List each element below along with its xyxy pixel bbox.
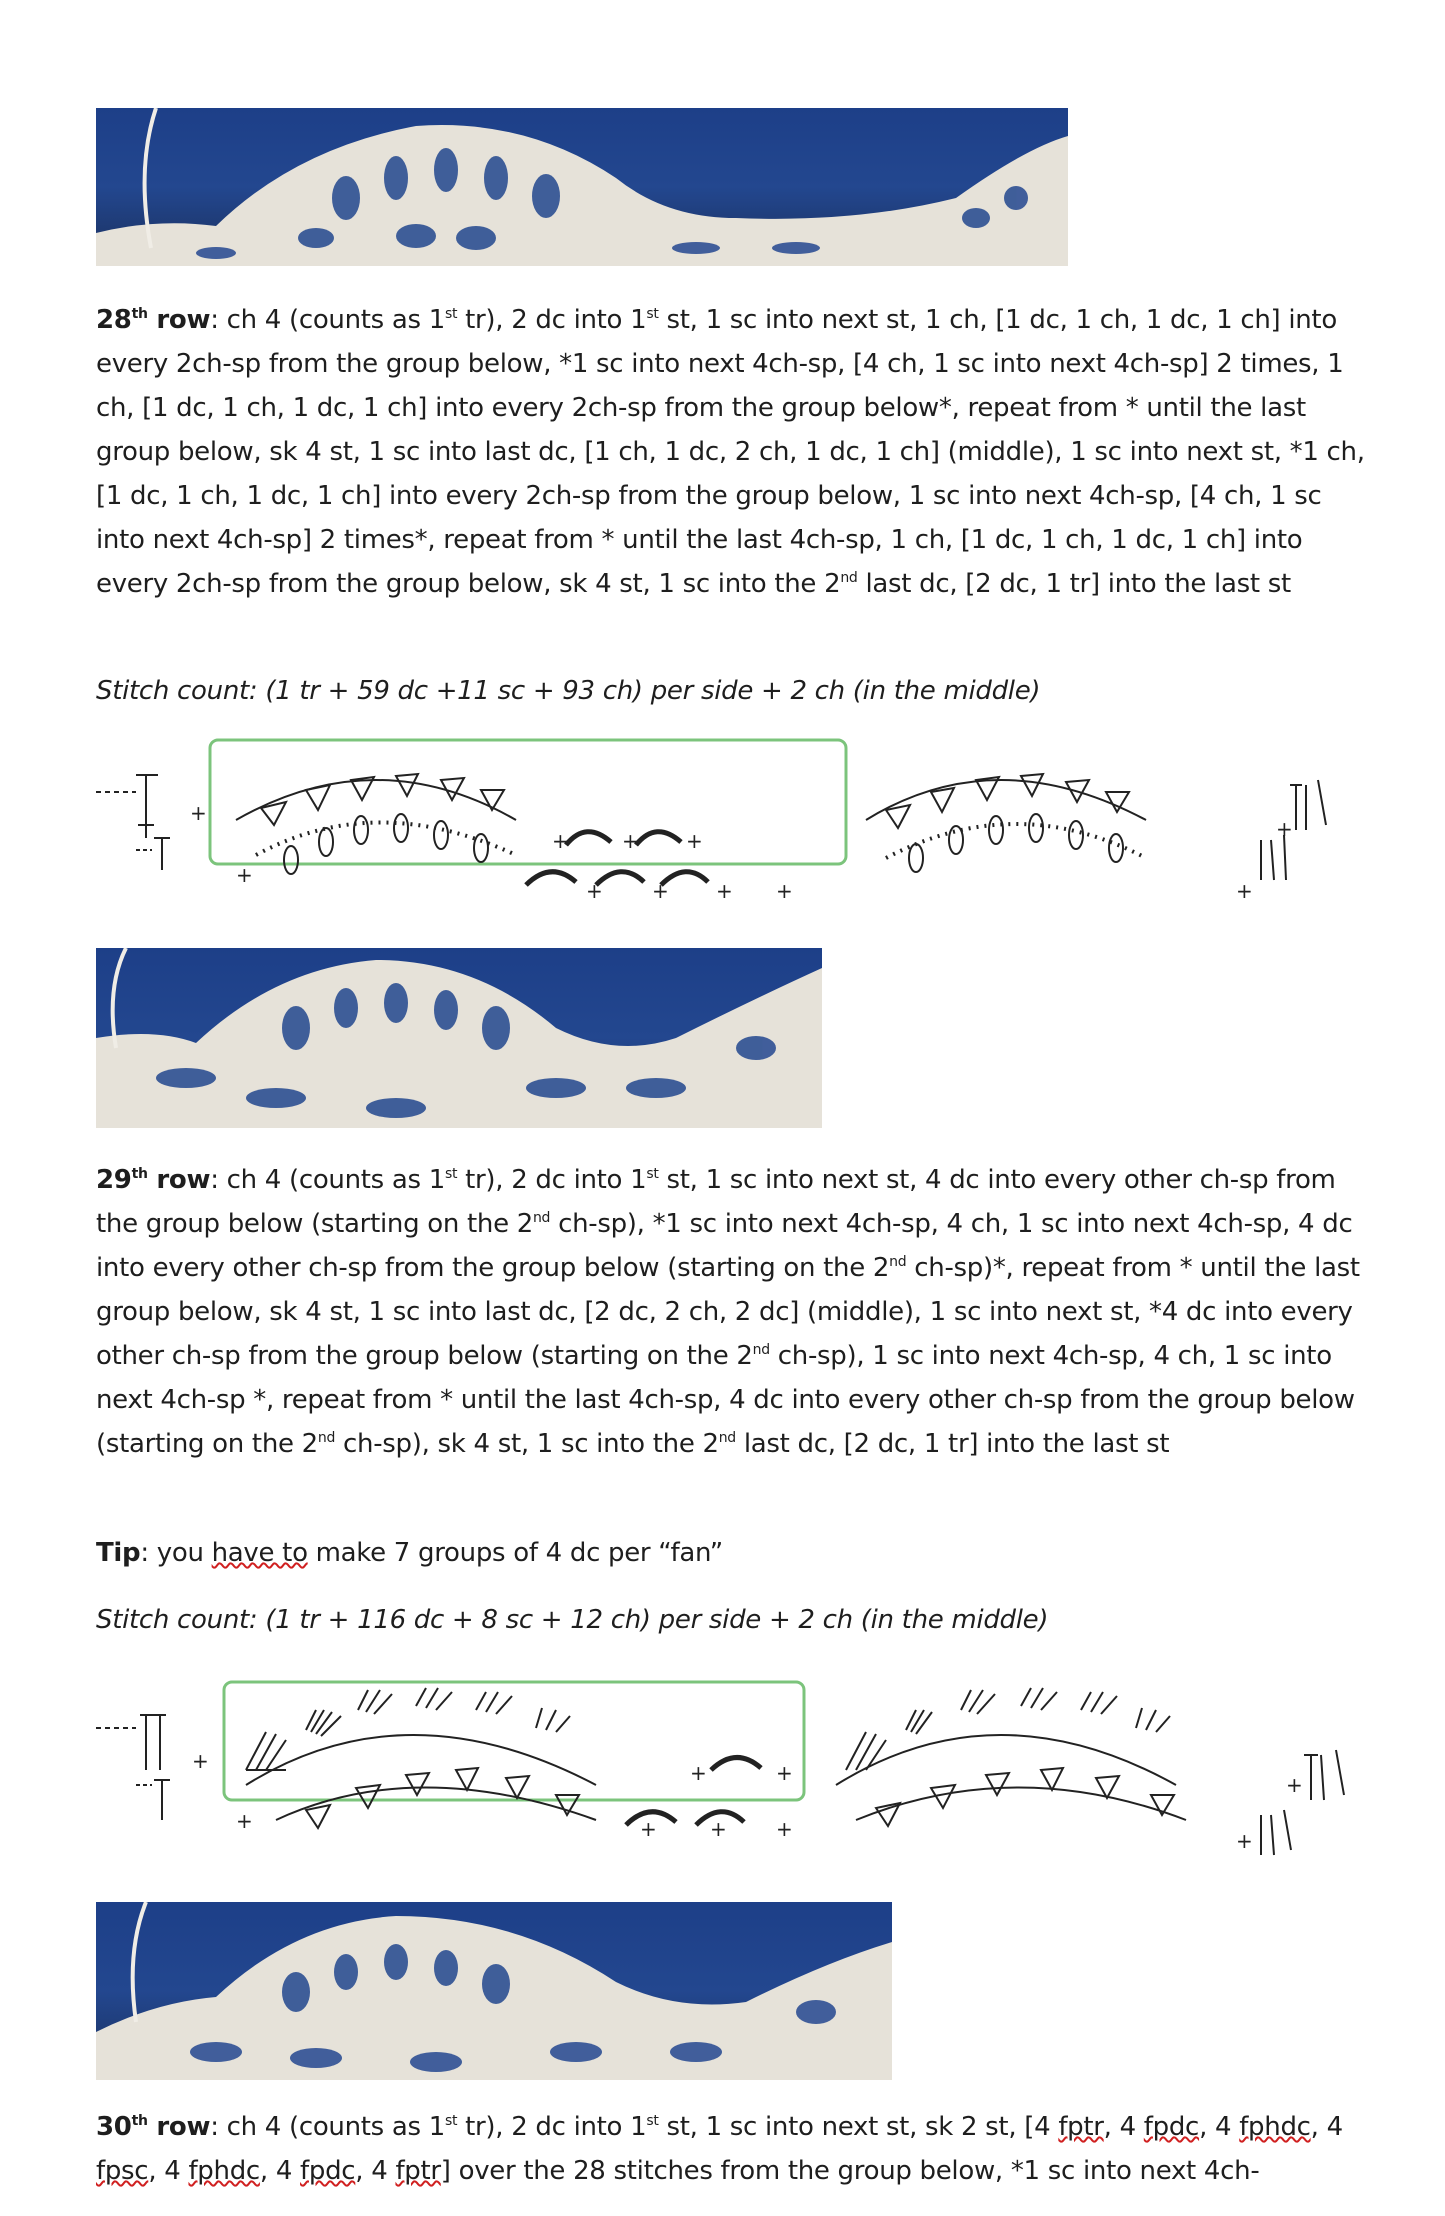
svg-text:+: +	[776, 879, 793, 903]
row-29-tip: Tip: you have to make 7 groups of 4 dc per “fan”	[96, 1538, 723, 1568]
svg-text:+: +	[1236, 1829, 1253, 1853]
spell-error-squiggle: have to	[211, 1538, 308, 1568]
svg-text:+: +	[710, 1817, 727, 1841]
svg-text:+: +	[622, 829, 639, 853]
row-28-stitch-diagram	[96, 730, 1396, 920]
row-30-label: 30th row	[96, 2112, 211, 2142]
svg-text:+: +	[1236, 879, 1253, 903]
row-29-stitch-count: Stitch count: (1 tr + 116 dc + 8 sc + 12 ch) per side + 2 ch (in the middle)	[96, 1605, 1049, 1635]
crochet-photo-row-28	[96, 948, 822, 1128]
svg-text:+: +	[190, 801, 207, 825]
svg-text:+: +	[1276, 817, 1293, 841]
svg-text:+: +	[236, 1809, 253, 1833]
row-28-label: 28th row	[96, 305, 211, 335]
crochet-photo-row-27	[96, 108, 1068, 266]
svg-text:+: +	[690, 1761, 707, 1785]
row-28-instructions: 28th row: ch 4 (counts as 1st tr), 2 dc into 1st st, 1 sc into next st, 1 ch, [1 dc, 1 ch, 1 dc, 1 ch] into every 2ch-sp from the group below, *1 sc into next 4ch-sp, [4 ch, 1 sc into next 4ch-sp] 2 times, 1 ch, [1 dc, 1 ch, 1 dc, 1 ch] into every 2ch-sp from the group below*, repeat from * until the last group below, sk 4 st, 1 sc into last dc, [1 ch, 1 dc, 2 ch, 1 dc, 1 ch] (middle), 1 sc into next st, *1 ch, [1 dc, 1 ch, 1 dc, 1 ch] into every 2ch-sp from the group below, 1 sc into next 4ch-sp, [4 ch, 1 sc into next 4ch-sp] 2 times*, repeat from * until the last 4ch-sp, 1 ch, [1 dc, 1 ch, 1 dc, 1 ch] into every 2ch-sp from the group below, sk 4 st, 1 sc into the 2nd last dc, [2 dc, 1 tr] into the last st	[96, 305, 1365, 599]
svg-text:+: +	[640, 1817, 657, 1841]
svg-text:+: +	[776, 1761, 793, 1785]
row-29-stitch-diagram	[96, 1670, 1396, 1860]
row-30-instructions: 30th row: ch 4 (counts as 1st tr), 2 dc into 1st st, 1 sc into next st, sk 2 st, [4 fptr, 4 fpdc, 4 fphdc, 4 fpsc, 4 fphdc, 4 fpdc, 4 fptr] over the 28 stitches from the group below, *1 sc into next 4ch-	[96, 2112, 1343, 2186]
svg-text:+: +	[716, 879, 733, 903]
svg-text:+: +	[686, 829, 703, 853]
svg-text:+: +	[1286, 1773, 1303, 1797]
row-29-instructions: 29th row: ch 4 (counts as 1st tr), 2 dc into 1st st, 1 sc into next st, 4 dc into every other ch-sp from the group below (starting on the 2nd ch-sp), *1 sc into next 4ch-sp, 4 ch, 1 sc into next 4ch-sp, 4 dc into every other ch-sp from the group below (starting on the 2nd ch-sp)*, repeat from * until the last group below, sk 4 st, 1 sc into last dc, [2 dc, 2 ch, 2 dc] (middle), 1 sc into next st, *4 dc into every other ch-sp from the group below (starting on the 2nd ch-sp), 1 sc into next 4ch-sp, 4 ch, 1 sc into next 4ch-sp *, repeat from * until the last 4ch-sp, 4 dc into every other ch-sp from the group below (starting on the 2nd ch-sp), sk 4 st, 1 sc into the 2nd last dc, [2 dc, 1 tr] into the last st	[96, 1165, 1360, 1459]
crochet-photo-row-29	[96, 1902, 892, 2080]
svg-text:+: +	[586, 879, 603, 903]
row-28-stitch-count: Stitch count: (1 tr + 59 dc +11 sc + 93 ch) per side + 2 ch (in the middle)	[96, 676, 1041, 706]
row-29-label: 29th row	[96, 1165, 211, 1195]
svg-text:+: +	[652, 879, 669, 903]
svg-text:+: +	[236, 863, 253, 887]
svg-text:+: +	[776, 1817, 793, 1841]
svg-text:+: +	[552, 829, 569, 853]
svg-text:+: +	[192, 1749, 209, 1773]
